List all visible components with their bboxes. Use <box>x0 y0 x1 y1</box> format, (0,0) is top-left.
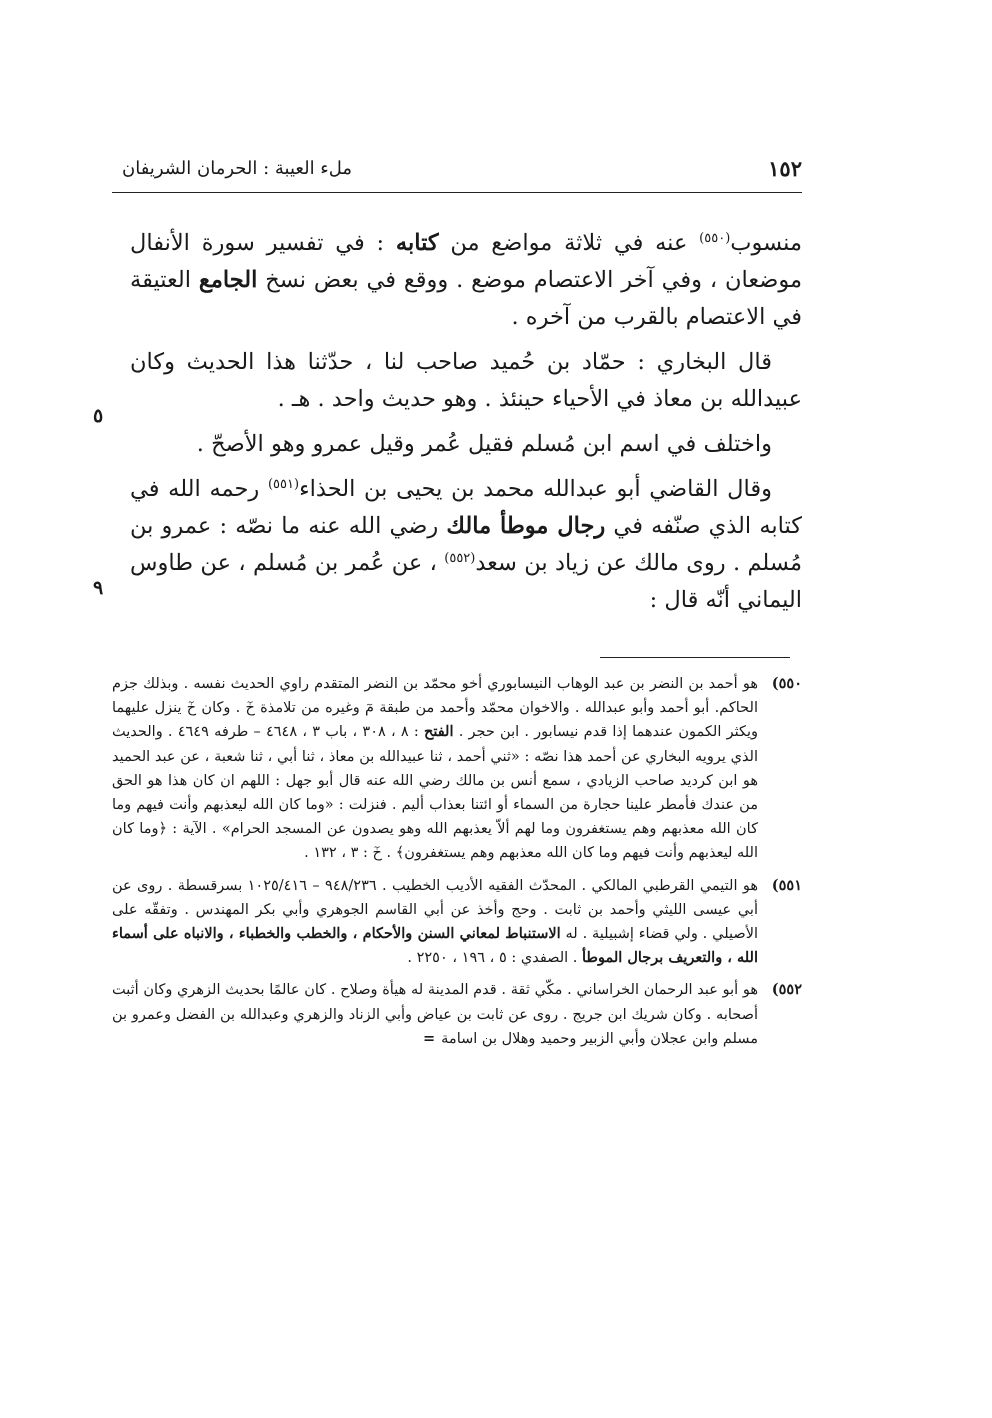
text-run: وقال القاضي أبو عبدالله محمد بن يحيى بن الحذاء <box>299 476 772 502</box>
text-run: . الصفدي : ٥ ، ١٩٦ ، ٢٢٥٠ . <box>407 950 582 967</box>
main-text <box>130 225 802 627</box>
running-header <box>112 148 802 193</box>
footnote-550 <box>112 672 802 866</box>
footnotes <box>112 672 802 1059</box>
footnote-551 <box>112 874 802 971</box>
footnote-ref-551: (٥٥١) <box>267 477 300 492</box>
paragraph-1 <box>130 225 802 336</box>
bold-title-rijal-muwatta: رجال موطأ مالك <box>446 513 606 539</box>
bold-term-kitabih: كتابه <box>395 230 439 256</box>
footnote-text <box>112 874 758 971</box>
footnote-number: ٥٥٠) <box>771 675 802 692</box>
text-run: العتيقة في الاعتصام بالقرب من آخره . <box>130 267 802 330</box>
text-run: رحمه الله في كتابه الذي صنّفه في <box>130 476 803 539</box>
footnote-number: ٥٥١) <box>771 876 802 894</box>
footnote-number: ٥٥٢) <box>771 981 802 999</box>
text-run: : في تفسير سورة الأنفال موضعان ، وفي آخر الاعتصام موضع . ووقع في بعض نسخ <box>130 230 802 293</box>
footnote-text <box>112 978 758 1051</box>
footnote-divider <box>600 657 790 658</box>
paragraph-3: واختلف في اسم ابن مُسلم فقيل عُمر وقيل عمرو وهو الأصحّ . <box>196 431 772 457</box>
text-run: رضي الله عنه ما نصّه : عمرو بن مُسلم . روى مالك عن زياد بن سعد <box>130 513 803 576</box>
footnote-text <box>112 672 758 866</box>
page-number: ١٥٢ <box>768 156 802 181</box>
text-run: : ٨ ، ٣٠٨ ، باب ٣ ، ٤٦٤٨ – طرفه ٤٦٤٩ . والحديث الذي يرويه البخاري عن أحمد هذا نصّه : «ثني أحمد ، ثنا عبيدالله بن معاذ ، ثنا أبي ، ثنا شعبة ، عن عبد الحميد هو ابن كرديد صاحب الزيادي ، سمع أنس بن مالك رضي الله عنه قال أبو جهل : اللهم ان كان هذا هو الحق من عندك فأمطر علينا حجارة من السماء أو ائتنا بعذاب أليم . فنزلت : «وما كان الله ليعذبهم وأنت فيهم وما كان الله معذبهم وهم يستغفرون وما لهم ألاّ يعذبهم الله وهو يصدون عن المسجد الحرام» . الآية : ﴿وما كان الله ليعذبهم وأنت فيهم وما كان الله معذبهم وهم يستغفرون﴾ . خٓ : ٣ ، ١٣٢ . <box>112 724 758 862</box>
text-run: هو أبو عبد الرحمان الخراساني . مكّي ثقة . قدم المدينة له هيأة وصلاح . كان عالمًا بحديث الزهري وكان أثبت أصحابه . وكان شريك ابن جريج . روى عن ثابت بن عياض وأبي الزناد والزهري وعبدالله بن الفضل وعمرو بن مسلم وابن عجلان وأبي الزبير وحميد وهلال بن اسامة <box>112 982 758 1047</box>
text-run: هو أحمد بن النضر بن عبد الوهاب النيسابوري أخو محمّد بن النضر المتقدم راوي الحديث نفسه . وبذلك جزم الحاكم. أبو أحمد وأبو عبدالله . والاخوان محمّد وأحمد من طبقة مٓ وغيره من تلامذة خٓ . وكان خٓ ينزل عليهما ويكثر الكمون عندهما إذا قدم نيسابور . ابن حجر . <box>112 676 758 741</box>
text-run: ، عن عُمر بن مُسلم ، عن طاوس اليماني أنّه قال : <box>130 550 802 613</box>
running-title: ملء العيبة : الحرمان الشريفان <box>122 158 353 179</box>
text-run: عنه في ثلاثة مواضع من <box>438 230 700 256</box>
bold-title-fath: الفتح <box>423 723 454 741</box>
text-run: منسوب <box>730 230 802 256</box>
text-run: هو التيمي القرطبي المالكي . المحدّث الفقيه الأديب الخطيب . ٩٤٨/٢٣٦ – ١٠٢٥/٤١٦ بسرقسطة . روى عن أبي عيسى الليثي وأحمد بن ثابت . وحج وأخذ عن أبي القاسم الجوهري وأبي بكر المهندس . وتفقّه على الأصيلي . ولي قضاء إشبيلية . له <box>112 877 758 943</box>
paragraph-4 <box>130 471 802 619</box>
footnote-552 <box>112 978 802 1051</box>
line-number-9: ٩ <box>93 577 104 599</box>
line-number-5: ٥ <box>93 405 104 427</box>
paragraph-2: قال البخاري : حمّاد بن حُميد صاحب لنا ، حدّثنا هذا الحديث وكان عبيدالله بن معاذ في الأحياء حينئذ . وهو حديث واحد . هـ . <box>130 349 802 412</box>
footnote-ref-552: (٥٥٢) <box>444 551 476 566</box>
continuation-mark: = <box>423 1029 436 1047</box>
bold-term-jami: الجامع <box>198 267 258 293</box>
footnote-ref-550: (٥٥٠) <box>699 231 731 246</box>
bold-book-titles: الاستنباط لمعاني السنن والأحكام ، والخطب والخطباء ، والانباه على أسماء الله ، والتعريف برجال الموطأ <box>112 925 758 967</box>
